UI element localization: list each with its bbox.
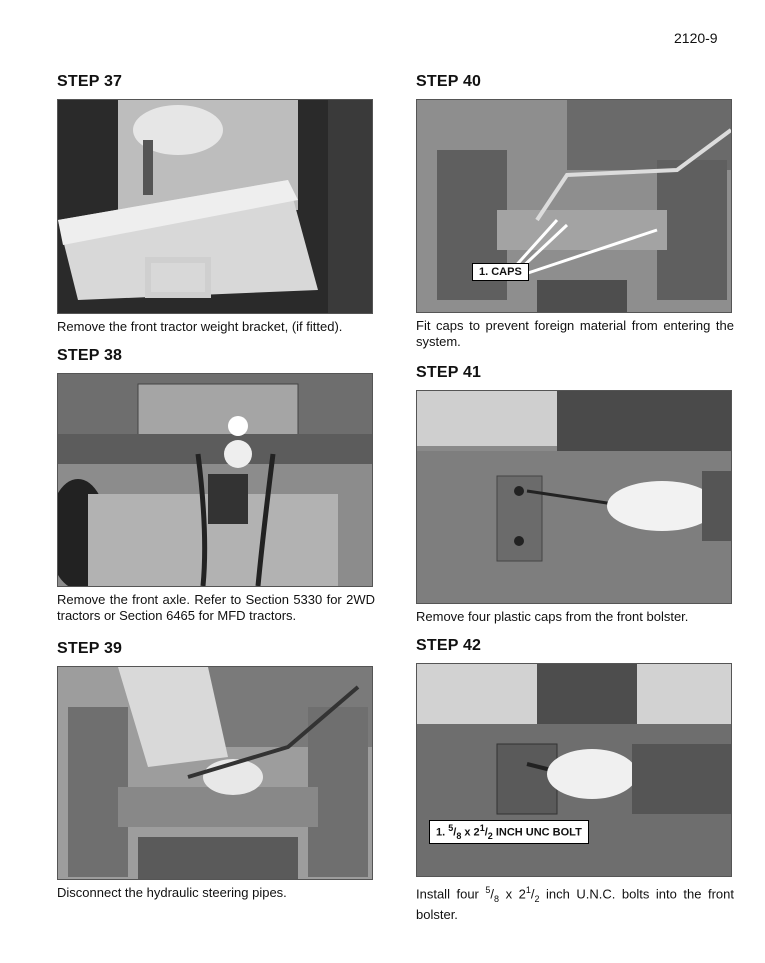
caps-callout: 1. CAPS <box>472 263 529 281</box>
step-41 <box>416 364 734 625</box>
step-title: STEP 39 <box>57 640 123 657</box>
step-40 <box>416 73 734 350</box>
step-caption: Remove the front tractor weight bracket, (if fitted). <box>57 319 343 334</box>
step-caption: Disconnect the hydraulic steering pipes. <box>57 885 287 900</box>
step-38 <box>57 347 375 624</box>
step-caption: Fit caps to prevent foreign material from entering the system. <box>416 318 734 349</box>
step-37 <box>57 73 375 335</box>
step-title: STEP 40 <box>416 73 482 90</box>
step-photo <box>57 373 373 587</box>
step-39 <box>57 640 375 901</box>
step-photo <box>416 99 732 313</box>
step-42 <box>416 637 734 923</box>
step-caption: Remove four plastic caps from the front bolster. <box>416 609 689 624</box>
step-photo <box>57 666 373 880</box>
step-photo <box>57 99 373 314</box>
step-title: STEP 37 <box>57 73 123 90</box>
step-caption: Remove the front axle. Refer to Section 5330 for 2WD tractors or Section 6465 for MFD tractors. <box>57 592 375 623</box>
bolt-callout: 1. $^5/_8$ x $2^1/_2$ INCH UNC BOLT <box>429 820 589 844</box>
step-photo <box>416 663 732 877</box>
step-caption: Install four $^5/_8$ x $2^1/_2$ inch U.N.C. bolts into the front bolster. <box>416 885 734 922</box>
step-title: STEP 42 <box>416 637 482 654</box>
step-title: STEP 38 <box>57 347 123 364</box>
step-title: STEP 41 <box>416 364 482 381</box>
page-number: 2120-9 <box>674 30 718 46</box>
step-photo <box>416 390 732 604</box>
